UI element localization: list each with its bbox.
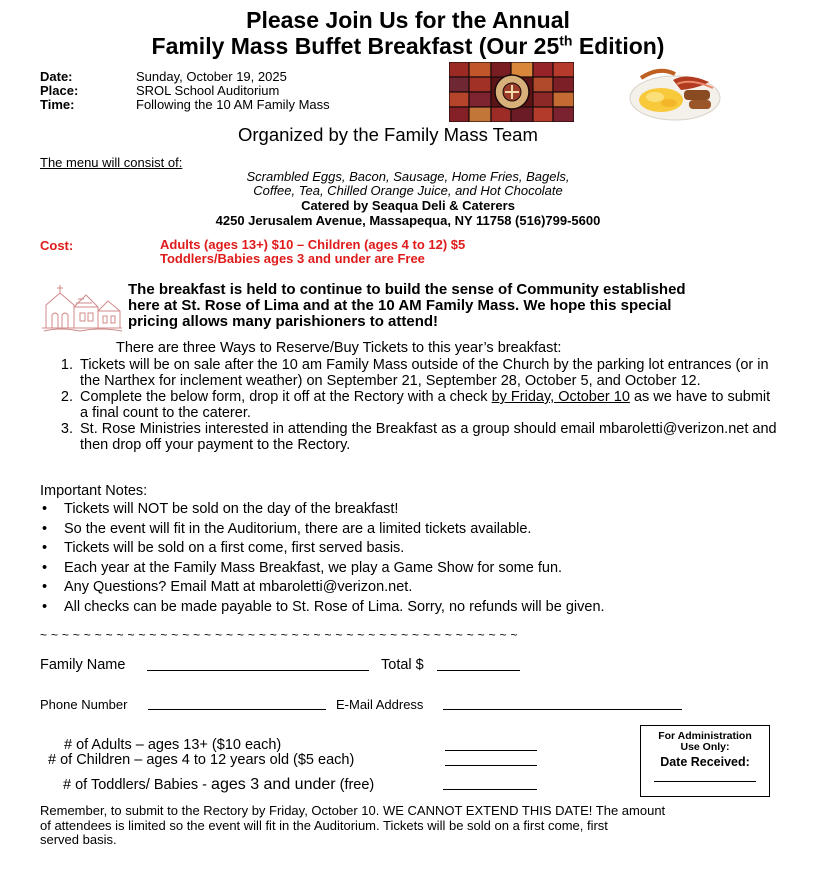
notes-heading: Important Notes: — [40, 483, 148, 499]
tilde-divider: ~ ~ ~ ~ ~ ~ ~ ~ ~ ~ ~ ~ ~ ~ ~ ~ ~ ~ ~ ~ ~ ~ ~ ~ ~ ~ ~ ~ ~ ~ ~ ~ ~ ~ ~ ~ ~ ~ ~ ~ ~ ~ ~ ~ — [40, 628, 518, 642]
community-line-1: The breakfast is held to continue to build the sense of Community established — [128, 281, 686, 298]
note-item: • Each year at the Family Mass Breakfast, we play a Game Show for some fun. — [64, 559, 801, 579]
note-item: • Tickets will be sold on a first come, first served basis. — [64, 539, 801, 559]
community-line-3: pricing allows many parishioners to attend! — [128, 313, 439, 330]
title-superscript: th — [559, 32, 573, 49]
note-item: • All checks can be made payable to St. Rose of Lima. Sorry, no refunds will be given. — [64, 598, 801, 618]
community-statement — [128, 282, 686, 330]
time-label: Time: — [40, 97, 75, 112]
detail-row-date — [40, 70, 330, 84]
admin-label-line-1: For Administration — [658, 730, 752, 742]
menu-items-line-2: Coffee, Tea, Chilled Orange Juice, and Hot Chocolate — [253, 183, 563, 198]
cost-label: Cost: — [40, 238, 74, 253]
time-value: Following the 10 AM Family Mass — [136, 97, 330, 112]
menu-items-line-1: Scrambled Eggs, Bacon, Sausage, Home Fries, Bagels, — [246, 169, 570, 184]
title-line-2-end: Edition) — [572, 33, 665, 59]
cost-line-1: Adults (ages 13+) $10 – Children (ages 4 to 12) $5 — [160, 237, 466, 252]
total-label: Total $ — [381, 657, 424, 673]
date-value: Sunday, October 19, 2025 — [136, 69, 287, 84]
event-details — [40, 70, 330, 112]
caterer-name: Catered by Seaqua Deli & Caterers — [301, 198, 515, 213]
way-item-2-deadline: by Friday, October 10 — [491, 389, 630, 405]
way-item-2 — [77, 389, 780, 421]
note-item: • So the event will fit in the Auditorium, there are a limited tickets available. — [64, 520, 801, 540]
footer-line-2: of attendees is limited so the event will fit in the Auditorium. Tickets will be sold on a first come, first — [40, 817, 608, 833]
adults-label: # of Adults – ages 13+ ($10 each) — [64, 737, 282, 753]
footer-reminder — [40, 804, 665, 848]
children-count-field[interactable] — [445, 765, 537, 766]
cost-details — [160, 238, 465, 266]
footer-line-3: served basis. — [40, 832, 117, 847]
menu-items — [0, 170, 816, 198]
community-line-2: here at St. Rose of Lima and at the 10 AM Family Mass. We hope this special — [128, 297, 672, 314]
ways-list — [40, 357, 780, 453]
admin-label — [641, 731, 769, 753]
toddlers-label — [63, 776, 374, 794]
way-item-2-text: Complete the below form, drop it off at the Rectory with a check — [80, 389, 492, 405]
toddlers-count-field[interactable] — [443, 789, 537, 790]
note-item: • Tickets will NOT be sold on the day of the breakfast! — [64, 500, 801, 520]
way-item-3: 3. St. Rose Ministries interested in attending the Breakfast as a group should email mbaroletti@verizon.net and then drop off your payment to the Rectory. — [77, 421, 780, 453]
footer-line-1: Remember, to submit to the Rectory by Friday, October 10. WE CANNOT EXTEND THIS DATE! The amount — [40, 803, 666, 818]
admin-label-line-2: Use Only: — [680, 741, 730, 753]
cost-line-2: Toddlers/Babies ages 3 and under are Free — [160, 251, 425, 266]
toddlers-free-text: (free) — [335, 777, 375, 793]
date-received-field[interactable] — [654, 781, 756, 782]
caterer-address: 4250 Jerusalem Avenue, Massapequa, NY 11758 (516)799-5600 — [215, 213, 601, 228]
title-line-1: Please Join Us for the Annual — [246, 7, 570, 33]
place-label: Place: — [40, 83, 79, 98]
date-label: Date: — [40, 69, 73, 84]
breakfast-plate-image — [629, 60, 721, 122]
place-value: SROL School Auditorium — [136, 83, 280, 98]
menu-heading: The menu will consist of: — [40, 155, 183, 170]
detail-row-place — [40, 84, 330, 98]
note-item: • Any Questions? Email Matt at mbaroletti@verizon.net. — [64, 578, 801, 598]
phone-label: Phone Number — [40, 697, 128, 712]
total-field[interactable] — [437, 670, 520, 671]
church-sketch-image — [40, 283, 124, 333]
title-line-2-text: Family Mass Buffet Breakfast (Our 25 — [151, 33, 560, 59]
way-item-2-end: as we have to submit a final count to the caterer. — [80, 389, 771, 421]
ways-intro: There are three Ways to Reserve/Buy Tickets to this year’s breakfast: — [116, 340, 562, 356]
date-received-label: Date Received: — [660, 755, 750, 769]
family-name-label: Family Name — [40, 657, 126, 673]
email-field[interactable] — [443, 709, 682, 710]
admin-use-box — [640, 725, 770, 797]
family-name-field[interactable] — [147, 670, 369, 671]
adults-count-field[interactable] — [445, 750, 537, 751]
way-item-1: 1. Tickets will be on sale after the 10 am Family Mass outside of the Church by the parking lot entrances (or in the Narthex for inclement weather) on September 21, September 28, October 5, and October 12. — [77, 357, 780, 389]
email-label: E-Mail Address — [336, 697, 424, 712]
toddlers-age-text: ages 3 and under — [211, 776, 336, 793]
toddlers-label-text: # of Toddlers/ Babies - — [63, 777, 212, 793]
stained-glass-image — [449, 62, 574, 122]
caterer-info — [0, 198, 816, 228]
title-line-2 — [0, 33, 816, 59]
detail-row-time — [40, 98, 330, 112]
organized-by: Organized by the Family Mass Team — [238, 124, 538, 145]
notes-list — [41, 500, 801, 617]
phone-field[interactable] — [148, 709, 326, 710]
children-label: # of Children – ages 4 to 12 years old ($5 each) — [48, 752, 355, 768]
